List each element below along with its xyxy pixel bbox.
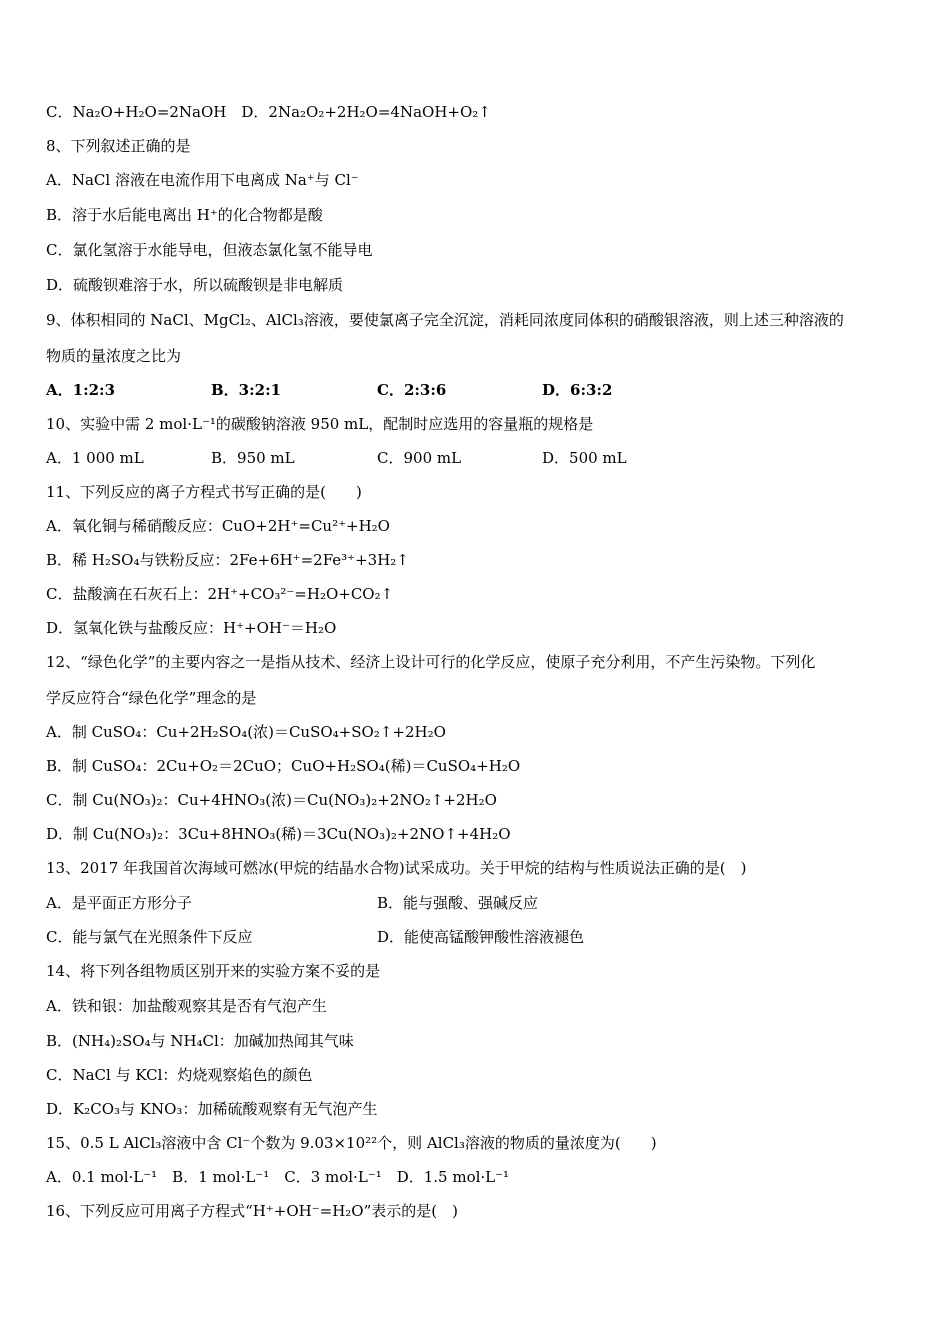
q16-stem: 16、下列反应可用离子方程式“H⁺+OH⁻=H₂O”表示的是( ): [46, 1202, 458, 1220]
q11-option-c: C．盐酸滴在石灰石上：2H⁺+CO₃²⁻=H₂O+CO₂↑: [46, 585, 394, 603]
q14-stem: 14、将下列各组物质区别开来的实验方案不妥的是: [46, 962, 381, 980]
q8-option-a: A．NaCl 溶液在电流作用下电离成 Na⁺与 Cl⁻: [46, 171, 359, 189]
q9-option-c: C．2:3:6: [377, 381, 447, 399]
q13-option-b: B．能与强酸、强碱反应: [377, 894, 539, 912]
q7-options-cd: C．Na₂O+H₂O=2NaOH D．2Na₂O₂+2H₂O=4NaOH+O₂↑: [46, 103, 491, 121]
q11-stem: 11、下列反应的离子方程式书写正确的是( ): [46, 483, 362, 501]
q8-stem: 8、下列叙述正确的是: [46, 137, 191, 155]
q15-options: A．0.1 mol·L⁻¹ B．1 mol·L⁻¹ C．3 mol·L⁻¹ D．1.5 mol·L⁻¹: [46, 1168, 510, 1186]
q8-option-b: B．溶于水后能电离出 H⁺的化合物都是酸: [46, 206, 323, 224]
q9-stem: 9、体积相同的 NaCl、MgCl₂、AlCl₃溶液，要使氯离子完全沉淀，消耗同浓度同体积的硝酸银溶液，则上述三种溶液的: [46, 311, 844, 329]
q9-option-b: B．3:2:1: [211, 381, 282, 399]
q10-stem: 10、实验中需 2 mol·L⁻¹的碳酸钠溶液 950 mL，配制时应选用的容量瓶的规格是: [46, 415, 594, 433]
q13-stem: 13、2017 年我国首次海域可燃冰(甲烷的结晶水合物)试采成功。关于甲烷的结构与性质说法正确的是( ): [46, 859, 747, 877]
q11-option-b: B．稀 H₂SO₄与铁粉反应：2Fe+6H⁺=2Fe³⁺+3H₂↑: [46, 551, 409, 569]
q10-option-c: C．900 mL: [377, 449, 462, 467]
q8-option-d: D．硫酸钡难溶于水，所以硫酸钡是非电解质: [46, 276, 344, 294]
q12-option-c: C．制 Cu(NO₃)₂：Cu+4HNO₃(浓)＝Cu(NO₃)₂+2NO₂↑+2H₂O: [46, 791, 497, 809]
q9-stem-cont: 物质的量浓度之比为: [46, 347, 182, 365]
q14-option-b: B．(NH₄)₂SO₄与 NH₄Cl：加碱加热闻其气味: [46, 1032, 354, 1050]
q10-option-d: D．500 mL: [542, 449, 627, 467]
q10-option-a: A．1 000 mL: [46, 449, 144, 467]
q14-option-d: D．K₂CO₃与 KNO₃：加稀硫酸观察有无气泡产生: [46, 1100, 378, 1118]
q11-option-a: A．氧化铜与稀硝酸反应：CuO+2H⁺=Cu²⁺+H₂O: [46, 517, 390, 535]
q13-option-a: A．是平面正方形分子: [46, 894, 192, 912]
q10-option-b: B．950 mL: [211, 449, 295, 467]
q12-stem-cont: 学反应符合“绿色化学”理念的是: [46, 689, 257, 707]
q12-option-d: D．制 Cu(NO₃)₂：3Cu+8HNO₃(稀)＝3Cu(NO₃)₂+2NO↑+4H₂O: [46, 825, 511, 843]
q8-option-c: C．氯化氢溶于水能导电，但液态氯化氢不能导电: [46, 241, 373, 259]
q12-stem: 12、“绿色化学”的主要内容之一是指从技术、经济上设计可行的化学反应，使原子充分利用，不产生污染物。下列化: [46, 653, 816, 671]
q12-option-a: A．制 CuSO₄：Cu+2H₂SO₄(浓)＝CuSO₄+SO₂↑+2H₂O: [46, 723, 446, 741]
q11-option-d: D．氢氧化铁与盐酸反应：H⁺+OH⁻＝H₂O: [46, 619, 337, 637]
q14-option-a: A．铁和银：加盐酸观察其是否有气泡产生: [46, 997, 327, 1015]
q14-option-c: C．NaCl 与 KCl：灼烧观察焰色的颜色: [46, 1066, 313, 1084]
q13-option-c: C．能与氯气在光照条件下反应: [46, 928, 253, 946]
q9-option-d: D．6:3:2: [542, 381, 613, 399]
q12-option-b: B．制 CuSO₄：2Cu+O₂＝2CuO；CuO+H₂SO₄(稀)＝CuSO₄+H₂O: [46, 757, 521, 775]
q9-option-a: A．1:2:3: [46, 381, 116, 399]
q13-option-d: D．能使高锰酸钾酸性溶液褪色: [377, 928, 585, 946]
q15-stem: 15、0.5 L AlCl₃溶液中含 Cl⁻个数为 9.03×10²²个，则 AlCl₃溶液的物质的量浓度为( ): [46, 1134, 657, 1152]
